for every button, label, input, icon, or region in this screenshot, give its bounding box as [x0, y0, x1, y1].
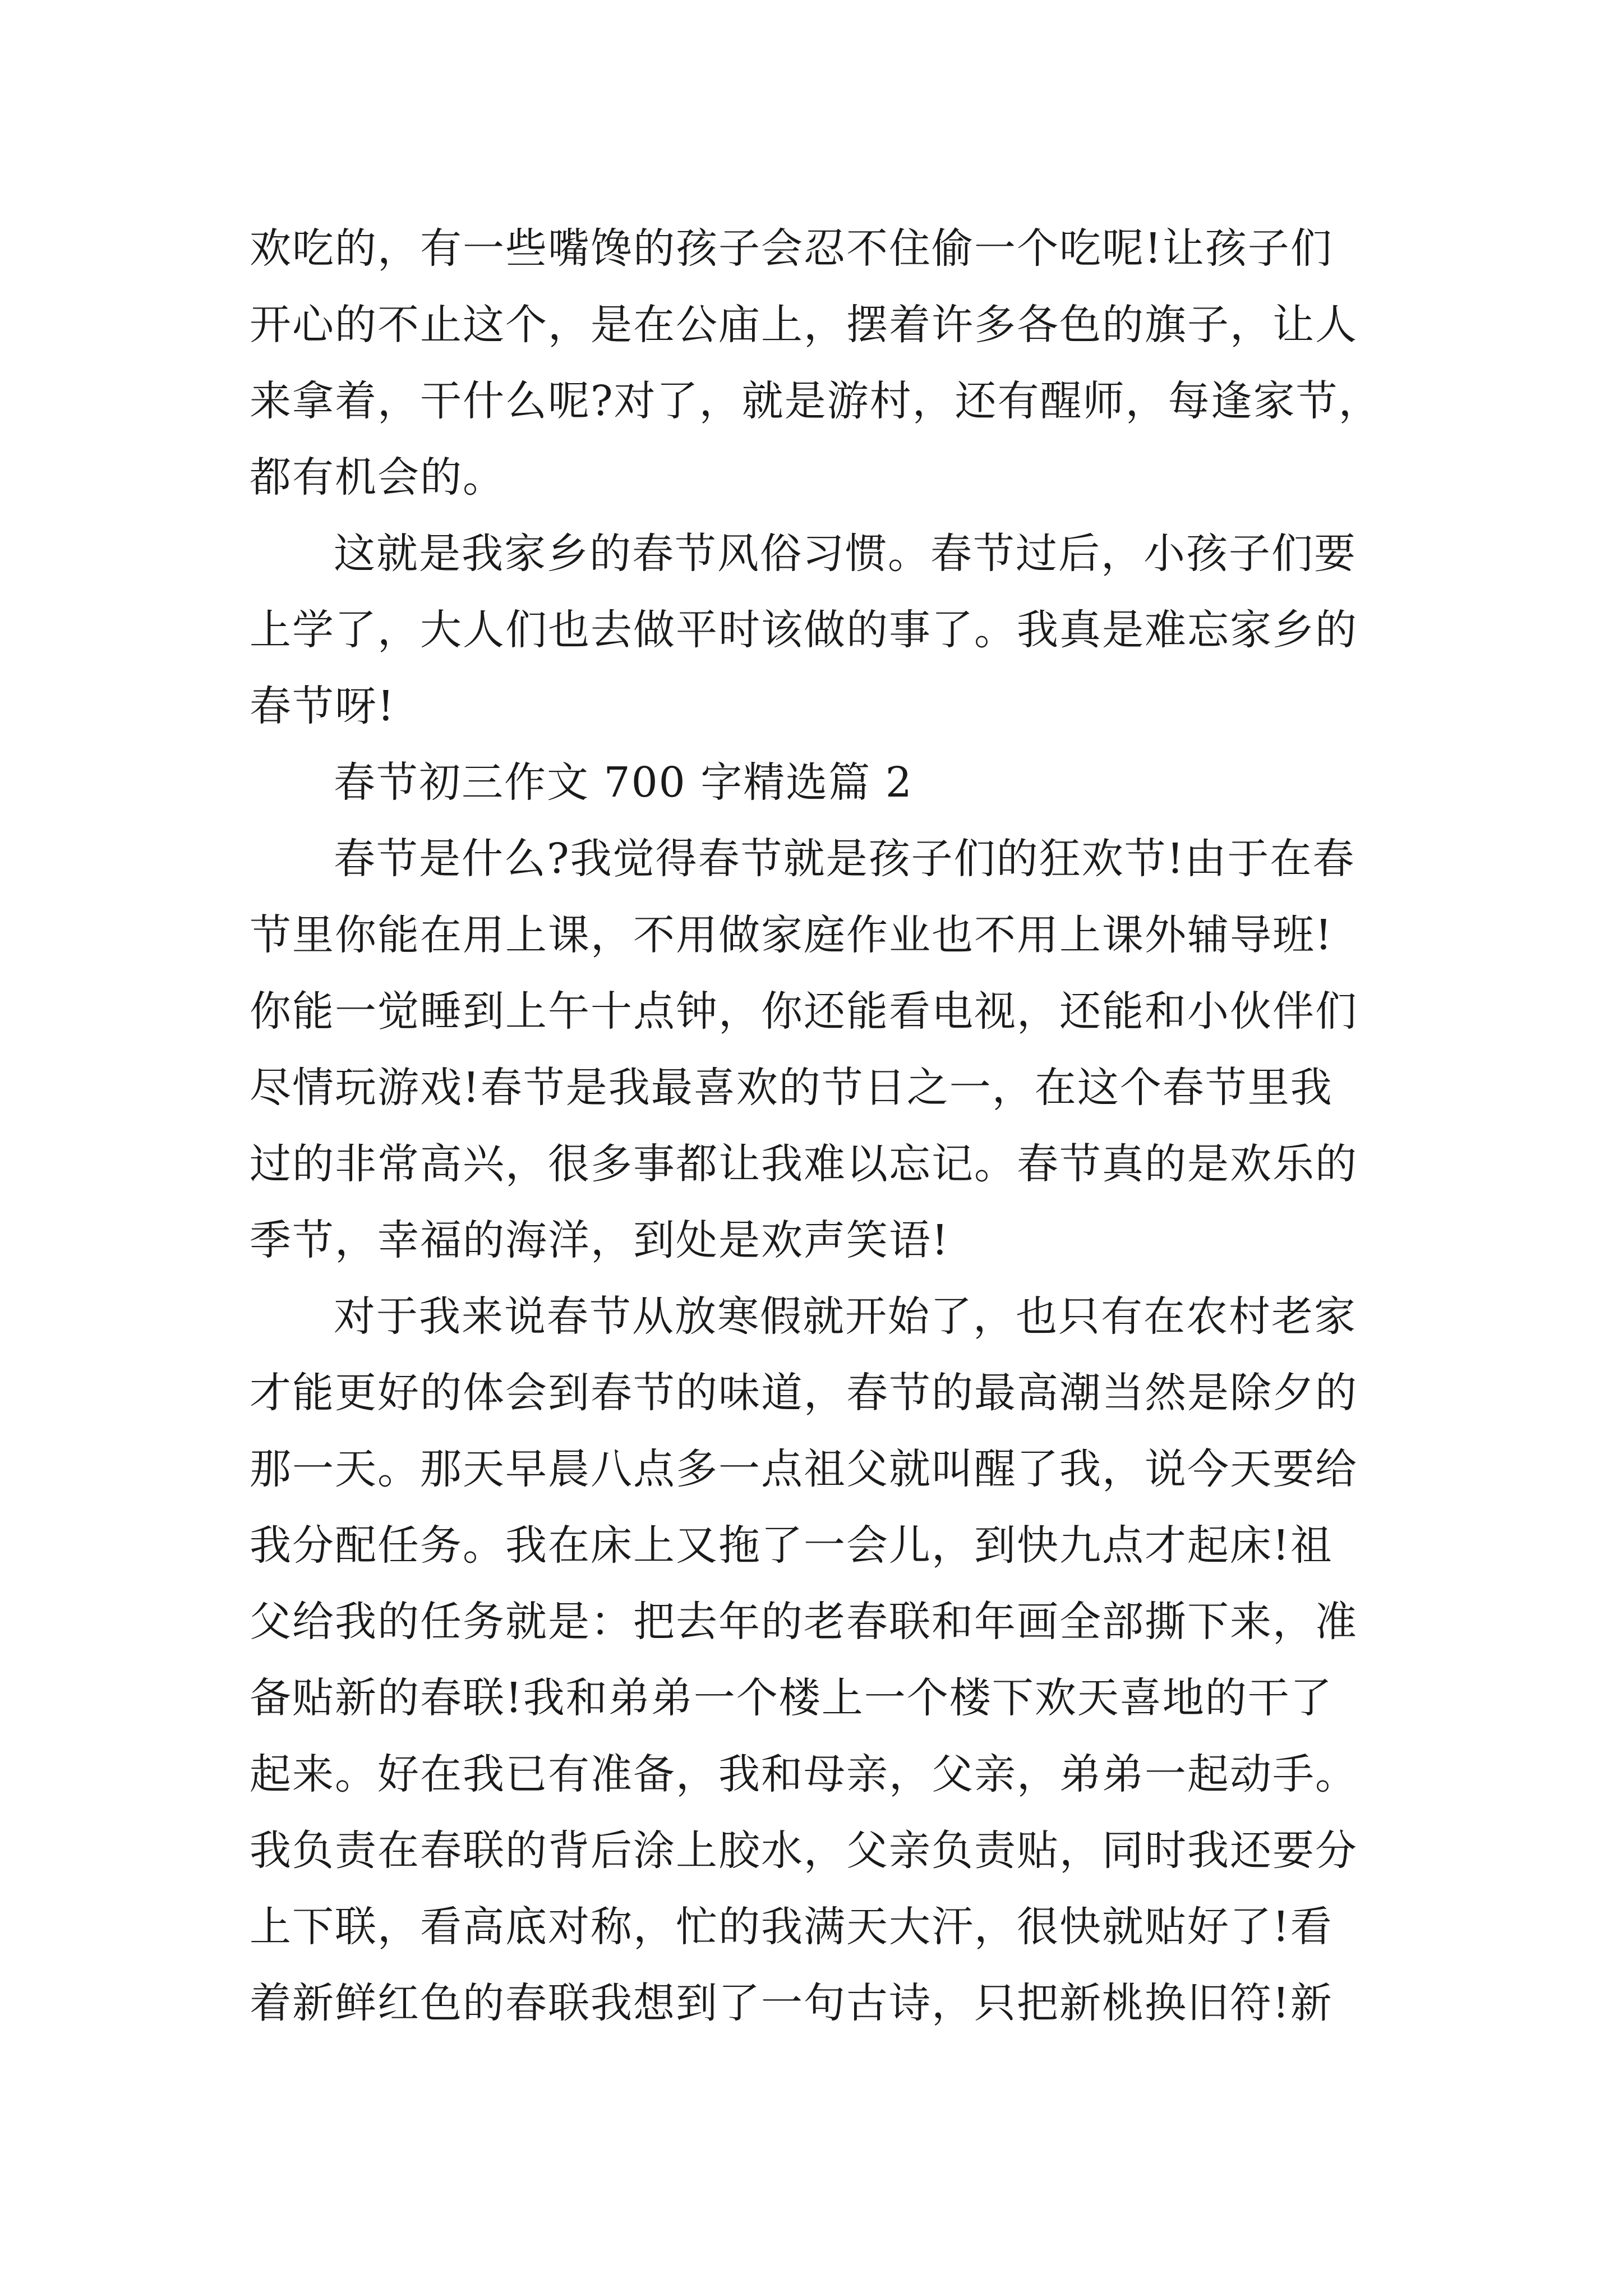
paragraph-first-line: 对于我来说春节从放寒假就开始了，也只有在农村老家: [334, 1292, 1357, 1341]
text-line: 那一天。那天早晨八点多一点祖父就叫醒了我，说今天要给: [250, 1445, 1358, 1493]
text-line: 上学了，大人们也去做平时该做的事了。我真是难忘家乡的: [250, 606, 1358, 654]
paragraph-first-line: 春节是什么?我觉得春节就是孩子们的狂欢节!由于在春: [334, 835, 1355, 883]
text-line: 过的非常高兴，很多事都让我难以忘记。春节真的是欢乐的: [250, 1140, 1358, 1188]
text-line: 着新鲜红色的春联我想到了一句古诗，只把新桃换旧符!新: [250, 1979, 1333, 2027]
text-line: 我负责在春联的背后涂上胶水，父亲负责贴，同时我还要分: [250, 1826, 1358, 1875]
text-line: 尽情玩游戏!春节是我最喜欢的节日之一，在这个春节里我: [250, 1064, 1333, 1112]
document-body: [250, 210, 1402, 2041]
text-line: 你能一觉睡到上午十点钟，你还能看电视，还能和小伙伴们: [250, 987, 1358, 1036]
text-line: 备贴新的春联!我和弟弟一个楼上一个楼下欢天喜地的干了: [250, 1674, 1333, 1722]
text-line: 都有机会的。: [250, 453, 505, 501]
text-line: 季节，幸福的海洋，到处是欢声笑语!: [250, 1216, 949, 1264]
text-line: 起来。好在我已有准备，我和母亲，父亲，弟弟一起动手。: [250, 1750, 1358, 1798]
text-line: 开心的不止这个，是在公庙上，摆着许多各色的旗子，让人: [250, 301, 1358, 349]
text-line: 父给我的任务就是：把去年的老春联和年画全部撕下来，准: [250, 1598, 1358, 1646]
section-heading: 春节初三作文 700 字精选篇 2: [334, 758, 913, 807]
text-line: 我分配任务。我在床上又拖了一会儿，到快九点才起床!祖: [250, 1521, 1333, 1570]
text-line: 欢吃的，有一些嘴馋的孩子会忍不住偷一个吃呢!让孩子们: [250, 224, 1333, 273]
text-line: 上下联，看高底对称，忙的我满天大汗，很快就贴好了!看: [250, 1903, 1333, 1951]
text-line: 来拿着，干什么呢?对了，就是游村，还有醒师，每逢家节，: [250, 377, 1381, 425]
text-line: 节里你能在用上课，不用做家庭作业也不用上课外辅导班!: [250, 911, 1333, 959]
text-line: 春节呀!: [250, 682, 395, 730]
text-line: 才能更好的体会到春节的味道，春节的最高潮当然是除夕的: [250, 1369, 1358, 1417]
paragraph-first-line: 这就是我家乡的春节风俗习惯。春节过后，小孩子们要: [334, 530, 1357, 578]
